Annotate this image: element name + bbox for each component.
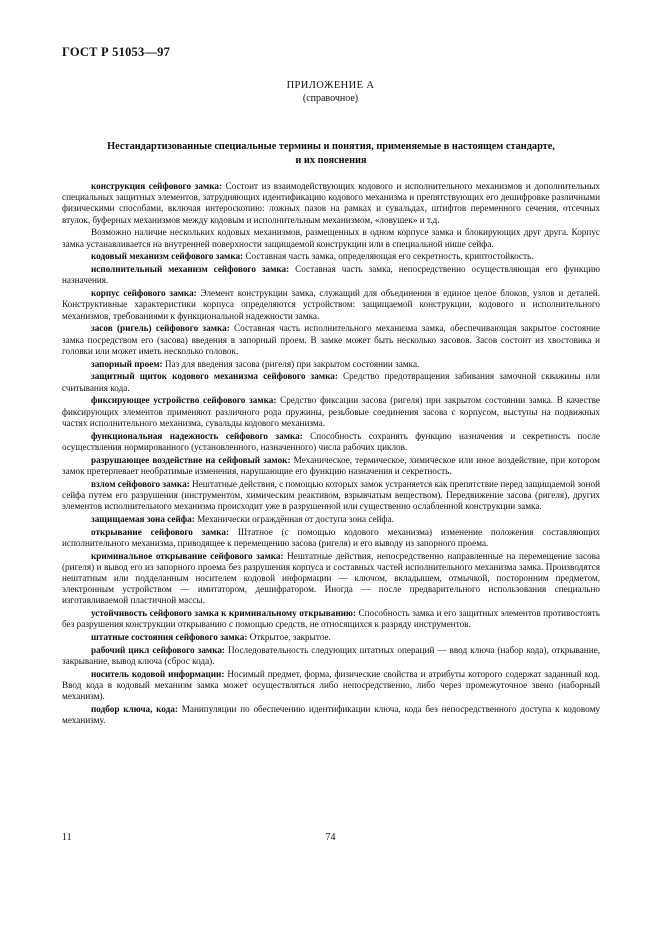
term-definition: Способность замка и его защитных элементов противостоять без разрушения конструкции открыванию с помощью средств, не относящихся к разряду инструментов. — [62, 608, 601, 630]
term-definition: Составная часть исполнительного механизма замка, обеспечивающая закрытое состояние замка посредством его (засова) введения в запорный проем. В замке может быть несколько засовов. Засов состоит из хвостовика и головки или может иметь несколько головок. — [62, 323, 600, 356]
term-name: криминальное открывание сейфового замка: — [91, 550, 284, 561]
term-name: исполнительный механизм сейфового замка: — [91, 264, 290, 275]
term-definition: Носимый предмет, форма, физические свойства и атрибуты которого содержат заданный код. Ввод кода в кодовый механизм замка может осуществляться либо непосредственно, либо через промежуточное звено (наборный механизм). — [62, 669, 600, 702]
term-definition: Паз для введения засова (ригеля) при закрытом состоянии замка. — [162, 358, 420, 369]
section-title-line-2: и их пояснения — [295, 155, 367, 166]
footer-left-number: 11 — [62, 832, 72, 843]
terms-list — [62, 181, 600, 728]
term-name: подбор ключа, кода: — [91, 704, 178, 715]
term-definition: Механическое, термическое, химическое или иное воздействие, при котором замок претерпевает необратимые изменения, нарушающие его функцию назначения и секретность. — [62, 454, 600, 476]
term-entry — [62, 227, 600, 249]
term-entry — [62, 371, 600, 393]
term-name: кодовый механизм сейфового замка: — [91, 251, 244, 262]
term-definition: Состоит из взаимодействующих кодового и исполнительного механизмов и дополнительных специальных защитных элементов, затрудняющих идентификацию кодового механизма и препятствующих его дешифровке различными физическими способами, включая интероскопию: ложных пазов на рамках и сувальдах, штифтов переменного сечения, отсечных втулок, буферных механизмов между кодовым и исполнительным механизмом, «ловушек» и т.д. — [62, 181, 600, 225]
page-number: 74 — [325, 832, 336, 843]
term-name: конструкция сейфового замка: — [91, 181, 223, 191]
document-code: ГОСТ Р 51053—97 — [62, 45, 171, 59]
term-name: функциональная надежность сейфового замка: — [91, 430, 303, 441]
section-title — [62, 140, 600, 168]
term-definition: Возможно наличие нескольких кодовых механизмов, размещенных в одном корпусе замка и блокирующих друг друга. Корпус замка устанавливается на внутренней поверхности защищаемой конструкции или в специальной нише сейфа. — [62, 227, 600, 249]
term-name: защищаемая зона сейфа: — [91, 513, 195, 524]
term-entry — [62, 455, 600, 477]
term-entry — [62, 514, 600, 525]
term-entry — [62, 395, 600, 429]
term-name: штатные состояния сейфового замка: — [91, 632, 248, 643]
term-definition: Составная часть замка, определяющая его секретность, криптостойкость. — [243, 251, 534, 262]
term-definition: Последовательность следующих штатных операций — ввод ключа (набор кода), открывание, закрывание, вывод ключа (сброс кода). — [62, 645, 601, 667]
term-name: разрушающее воздействие на сейфовый замок: — [91, 454, 291, 465]
term-entry — [62, 288, 600, 322]
section-title-line-1: Нестандартизованные специальные термины и понятия, применяемые в настоящем стандарте, — [107, 141, 555, 152]
term-entry — [62, 608, 600, 630]
term-entry — [62, 551, 600, 607]
term-definition: Средство предотвращения забивания замочной скважины или считывания кода. — [62, 371, 600, 393]
term-entry — [62, 669, 600, 703]
term-entry — [62, 479, 600, 513]
term-name: защитный щиток кодового механизма сейфового замка: — [91, 371, 338, 382]
term-entry — [62, 181, 600, 226]
term-definition: Манипуляции по обеспечению идентификации ключа, кода без непосредственного доступа к кодовому механизму. — [62, 704, 600, 726]
term-name: корпус сейфового замка: — [91, 288, 197, 299]
term-definition: Средство фиксации засова (ригеля) при закрытом состоянии замка. В качестве фиксирующих элементов применяют различного рода пружины, резьбовые соединения засова с корпусом, выступы на подвижных частях исполнительного механизма, сувальды кодового механизма. — [62, 395, 600, 428]
term-definition: Нештатные действия, непосредственно направленные на перемещение засова (ригеля) и вывод его из запорного проема без разрушения корпуса и составных частей исполнительного механизма замка. Производятся нештатным или подделанным носителем кодовой информации — ключом, вкладышем, отмычкой, посторонним предметом, электронным устройством — имитатором, дешифратором. Иногда — после предварительного использования специально изготавливаемой пластичной массы. — [62, 550, 600, 606]
term-name: рабочий цикл сейфового замка: — [91, 645, 225, 656]
term-name: запорный проем: — [91, 358, 163, 369]
term-definition: Штатное (с помощью кодового механизма) изменение положения составляющих исполнительного механизма, приводящее к перемещению засова (ригеля) и его выводу из запорного проема. — [62, 526, 600, 548]
term-definition: Составная часть замка, непосредственно осуществляющая его функцию назначения. — [62, 264, 600, 286]
appendix-heading: ПРИЛОЖЕНИЕ А — [286, 80, 375, 91]
term-entry — [62, 359, 600, 370]
appendix-subheading: (справочное) — [302, 93, 359, 104]
term-name: открывание сейфового замка: — [91, 526, 230, 537]
term-name: взлом сейфового замка: — [91, 478, 190, 489]
term-name: фиксирующее устройство сейфового замка: — [91, 395, 277, 406]
term-entry — [62, 431, 600, 453]
term-definition: Открытое, закрытое. — [247, 632, 331, 643]
term-definition: Элемент конструкции замка, служащий для объединения в единое целое блоков, узлов и деталей. Конструктивные характеристики корпуса определяются устройством: защищаемой конструкции, кодового и исполнительного механизмов, требованиями к функциональной надежности замка. — [62, 288, 600, 321]
term-entry — [62, 645, 600, 667]
term-entry — [62, 527, 600, 549]
term-entry — [62, 251, 600, 262]
term-name: засов (ригель) сейфового замка: — [91, 323, 230, 334]
term-entry — [62, 264, 600, 286]
term-entry — [62, 323, 600, 357]
term-name: устойчивость сейфового замка к криминальному открыванию: — [91, 608, 356, 619]
term-entry — [62, 632, 600, 643]
term-definition: Механически ограждённая от доступа зона сейфа. — [194, 513, 394, 524]
term-definition: Нештатные действия, с помощью которых замок устраняется как препятствие перед защищаемой зоной сейфа путем его разрушения (инструментом, химическим реактивом, взрывчатым веществом). Передвижение засова (ригеля), других элементов исполнительного механизма происходит уже в разрушенной или существенно ослабленной конструкции замка. — [62, 478, 600, 512]
term-entry — [62, 704, 600, 726]
term-definition: Способность сохранять функцию назначения и секретность после осуществления нормированного (установленного, назначенного) числа рабочих циклов. — [62, 430, 600, 452]
term-name: носитель кодовой информации: — [91, 669, 225, 680]
